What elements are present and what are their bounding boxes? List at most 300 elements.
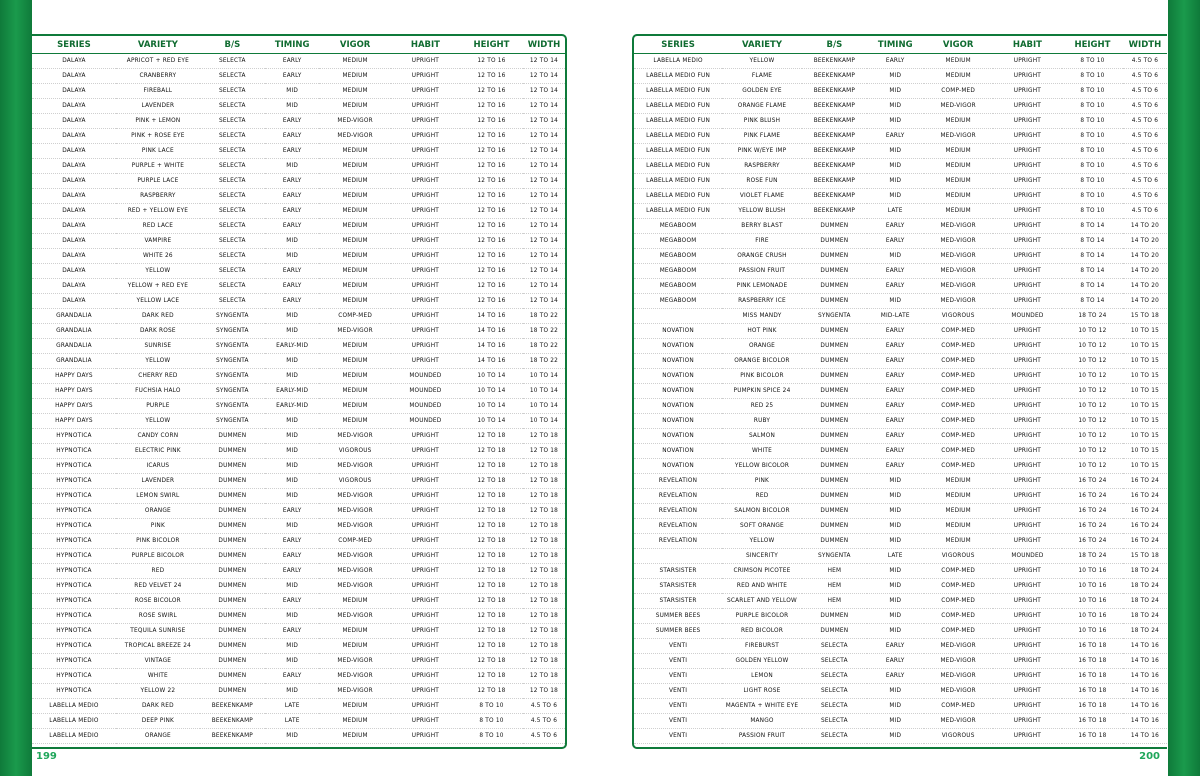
cell-timing: MID xyxy=(889,253,902,259)
cell-height: 16 TO 24 xyxy=(1078,538,1107,544)
cell-bs: BEEKENKAMP xyxy=(813,118,856,124)
cell-timing: EARLY xyxy=(282,538,302,544)
cell-bs: DUMMEN xyxy=(218,538,247,544)
cell-timing: MID-LATE xyxy=(880,313,910,319)
cell-width: 14 TO 16 xyxy=(1130,733,1160,739)
cell-height: 14 TO 16 xyxy=(477,313,506,319)
cell-timing: EARLY xyxy=(282,58,302,64)
cell-timing: EARLY xyxy=(885,643,905,649)
cell-vigor: MED-VIGOR xyxy=(337,613,373,619)
cell-series: LABELLA MEDIO FUN xyxy=(646,208,711,214)
cell-timing: EARLY xyxy=(282,628,302,634)
cell-habit: UPRIGHT xyxy=(1013,103,1042,109)
cell-timing: EARLY xyxy=(885,133,905,139)
cell-bs: SELECTA xyxy=(218,58,246,64)
cell-width: 4.5 TO 6 xyxy=(1131,103,1159,109)
cell-height: 12 TO 18 xyxy=(477,523,506,529)
table-row xyxy=(32,309,565,324)
cell-habit: UPRIGHT xyxy=(411,508,440,514)
cell-habit: MOUNDED xyxy=(1011,313,1044,319)
cell-variety: PUMPKIN SPICE 24 xyxy=(733,388,791,394)
cell-timing: MID xyxy=(889,88,902,94)
cell-series: HYPNOTICA xyxy=(56,463,92,469)
cell-habit: UPRIGHT xyxy=(411,73,440,79)
cell-bs: DUMMEN xyxy=(218,673,247,679)
table-row xyxy=(32,234,565,249)
cell-variety: ORANGE CRUSH xyxy=(737,253,787,259)
cell-series: HYPNOTICA xyxy=(56,658,92,664)
cell-bs: SELECTA xyxy=(218,148,246,154)
cell-bs: DUMMEN xyxy=(218,553,247,559)
cell-height: 10 TO 12 xyxy=(1078,448,1107,454)
cell-timing: EARLY xyxy=(282,208,302,214)
cell-bs: SELECTA xyxy=(821,643,848,649)
cell-timing: MID xyxy=(286,103,299,109)
cell-height: 12 TO 16 xyxy=(477,223,506,229)
cell-variety: SCARLET AND YELLOW xyxy=(727,598,797,604)
cell-width: 10 TO 15 xyxy=(1130,388,1160,394)
cell-width: 12 TO 14 xyxy=(529,73,559,79)
cell-height: 12 TO 18 xyxy=(477,568,506,574)
table-row xyxy=(32,159,565,174)
cell-variety: LEMON xyxy=(751,673,773,679)
cell-vigor: MEDIUM xyxy=(342,388,368,394)
cell-vigor: MED-VIGOR xyxy=(940,238,976,244)
header-height: HEIGHT xyxy=(1062,36,1123,54)
cell-timing: EARLY-MID xyxy=(276,403,309,409)
cell-vigor: MEDIUM xyxy=(945,478,971,484)
cell-habit: UPRIGHT xyxy=(1013,463,1042,469)
cell-vigor: MED-VIGOR xyxy=(940,268,976,274)
cell-habit: UPRIGHT xyxy=(1013,208,1042,214)
cell-timing: EARLY xyxy=(885,343,905,349)
table-row xyxy=(634,114,1167,129)
cell-vigor: MED-VIGOR xyxy=(940,283,976,289)
cell-habit: UPRIGHT xyxy=(411,118,440,124)
cell-timing: EARLY xyxy=(282,148,302,154)
cell-timing: EARLY xyxy=(885,283,905,289)
cell-habit: UPRIGHT xyxy=(411,598,440,604)
cell-timing: MID xyxy=(286,433,299,439)
cell-habit: UPRIGHT xyxy=(411,673,440,679)
cell-bs: DUMMEN xyxy=(820,448,849,454)
cell-width: 12 TO 18 xyxy=(529,448,559,454)
cell-height: 12 TO 16 xyxy=(477,148,506,154)
cell-series: SUMMER BEES xyxy=(655,613,701,619)
cell-variety: WHITE 26 xyxy=(142,253,173,259)
cell-habit: UPRIGHT xyxy=(411,733,440,739)
cell-variety: VAMPIRE xyxy=(144,238,172,244)
cell-height: 12 TO 16 xyxy=(477,103,506,109)
cell-height: 10 TO 12 xyxy=(1078,343,1107,349)
header-bs: B/S xyxy=(802,36,867,54)
cell-series: HYPNOTICA xyxy=(56,508,92,514)
cell-variety: RED + YELLOW EYE xyxy=(127,208,189,214)
cell-height: 12 TO 16 xyxy=(477,193,506,199)
cell-bs: SYNGENTA xyxy=(818,553,851,559)
cell-habit: MOUNDED xyxy=(409,373,442,379)
cell-vigor: MEDIUM xyxy=(945,193,971,199)
cell-height: 12 TO 16 xyxy=(477,208,506,214)
cell-habit: UPRIGHT xyxy=(411,538,440,544)
cell-bs: SELECTA xyxy=(218,178,246,184)
cell-bs: DUMMEN xyxy=(820,373,849,379)
cell-height: 12 TO 18 xyxy=(477,628,506,634)
cell-habit: UPRIGHT xyxy=(1013,163,1042,169)
cell-variety: GOLDEN EYE xyxy=(742,88,782,94)
cell-habit: UPRIGHT xyxy=(411,313,440,319)
cell-vigor: COMP-MED xyxy=(941,628,976,634)
cell-width: 15 TO 18 xyxy=(1130,553,1160,559)
cell-variety: DARK ROSE xyxy=(140,328,176,334)
table-row xyxy=(32,414,565,429)
cell-vigor: MEDIUM xyxy=(342,703,368,709)
cell-timing: LATE xyxy=(284,718,300,724)
cell-variety: CRIMSON PICOTEE xyxy=(733,568,791,574)
cell-vigor: MED-VIGOR xyxy=(337,328,373,334)
header-series: SERIES xyxy=(32,36,116,54)
cell-vigor: MEDIUM xyxy=(945,148,971,154)
cell-variety: PINK xyxy=(754,478,770,484)
cell-vigor: MEDIUM xyxy=(342,238,368,244)
cell-habit: UPRIGHT xyxy=(1013,628,1042,634)
cell-series: LABELLA MEDIO FUN xyxy=(646,193,711,199)
cell-vigor: MED-VIGOR xyxy=(940,298,976,304)
cell-width: 15 TO 18 xyxy=(1130,313,1160,319)
table-row xyxy=(634,714,1167,729)
cell-vigor: COMP-MED xyxy=(941,418,976,424)
cell-height: 16 TO 24 xyxy=(1078,493,1107,499)
cell-height: 18 TO 24 xyxy=(1078,553,1107,559)
cell-habit: UPRIGHT xyxy=(411,358,440,364)
cell-bs: SELECTA xyxy=(218,163,246,169)
cell-series: LABELLA MEDIO FUN xyxy=(646,88,711,94)
cell-width: 10 TO 14 xyxy=(529,403,559,409)
cell-vigor: MEDIUM xyxy=(342,208,368,214)
cell-width: 18 TO 24 xyxy=(1130,583,1160,589)
cell-timing: EARLY xyxy=(885,388,905,394)
cell-series: HYPNOTICA xyxy=(56,583,92,589)
cell-habit: UPRIGHT xyxy=(411,688,440,694)
cell-bs: SELECTA xyxy=(821,718,848,724)
cell-series: VENTI xyxy=(668,673,688,679)
table-row xyxy=(634,474,1167,489)
cell-variety: PINK + ROSE EYE xyxy=(131,133,185,139)
cell-variety: YELLOW xyxy=(145,358,171,364)
cell-vigor: COMP-MED xyxy=(941,568,976,574)
cell-habit: UPRIGHT xyxy=(1013,493,1042,499)
cell-vigor: MED-VIGOR xyxy=(940,103,976,109)
cell-variety: LEMON SWIRL xyxy=(136,493,180,499)
cell-bs: SELECTA xyxy=(218,88,246,94)
cell-timing: EARLY xyxy=(282,193,302,199)
cell-bs: SYNGENTA xyxy=(216,313,249,319)
cell-vigor: MEDIUM xyxy=(342,223,368,229)
table-row xyxy=(634,174,1167,189)
cell-vigor: MEDIUM xyxy=(945,523,971,529)
right-page xyxy=(632,34,1167,749)
cell-variety: PURPLE + WHITE xyxy=(131,163,185,169)
cell-variety: DARK RED xyxy=(142,313,174,319)
cell-habit: UPRIGHT xyxy=(411,493,440,499)
cell-bs: BEEKENKAMP xyxy=(813,133,856,139)
cell-series: LABELLA MEDIO FUN xyxy=(646,103,711,109)
cell-series: LABELLA MEDIO xyxy=(49,703,99,709)
cell-height: 12 TO 16 xyxy=(477,178,506,184)
cell-bs: BEEKENKAMP xyxy=(211,703,253,709)
cell-series: LABELLA MEDIO FUN xyxy=(646,148,711,154)
cell-series: HAPPY DAYS xyxy=(55,418,93,424)
cell-height: 8 TO 10 xyxy=(1080,163,1105,169)
cell-variety: HOT PINK xyxy=(747,328,777,334)
cell-variety: FIREBURST xyxy=(744,643,779,649)
cell-series: DALAYA xyxy=(62,283,86,289)
cell-habit: UPRIGHT xyxy=(1013,253,1042,259)
cell-height: 12 TO 16 xyxy=(477,118,506,124)
cell-width: 12 TO 18 xyxy=(529,583,559,589)
cell-width: 14 TO 20 xyxy=(1130,223,1160,229)
cell-habit: MOUNDED xyxy=(1011,553,1044,559)
cell-timing xyxy=(867,744,924,750)
cell-series: VENTI xyxy=(668,658,688,664)
cell-vigor: MEDIUM xyxy=(945,208,971,214)
cell-bs: HEM xyxy=(827,598,842,604)
table-row xyxy=(634,294,1167,309)
table-row xyxy=(32,264,565,279)
cell-habit: UPRIGHT xyxy=(1013,733,1042,739)
cell-height: 16 TO 18 xyxy=(1078,733,1107,739)
cell-bs: SELECTA xyxy=(218,103,246,109)
cell-series: HYPNOTICA xyxy=(56,643,92,649)
cell-width: 16 TO 24 xyxy=(1130,523,1160,529)
cell-series: DALAYA xyxy=(62,238,86,244)
cell-vigor: MED-VIGOR xyxy=(940,253,976,259)
cell-series: STARSISTER xyxy=(659,583,697,589)
cell-bs: BEEKENKAMP xyxy=(813,178,856,184)
cell-vigor: COMP-MED xyxy=(941,88,976,94)
table-row xyxy=(634,384,1167,399)
cell-width: 12 TO 18 xyxy=(529,598,559,604)
cell-height: 12 TO 18 xyxy=(477,613,506,619)
cell-bs: SYNGENTA xyxy=(818,313,851,319)
cell-bs: BEEKENKAMP xyxy=(813,88,856,94)
cell-vigor: VIGOROUS xyxy=(338,478,372,484)
cell-habit: UPRIGHT xyxy=(411,658,440,664)
cell-height: 10 TO 14 xyxy=(477,373,506,379)
cell-timing: EARLY xyxy=(885,358,905,364)
cell-timing: EARLY xyxy=(885,673,905,679)
cell-width: 12 TO 14 xyxy=(529,88,559,94)
header-vigor: VIGOR xyxy=(924,36,993,54)
cell-vigor: MEDIUM xyxy=(342,643,368,649)
cell-height: 12 TO 16 xyxy=(477,283,506,289)
cell-habit: UPRIGHT xyxy=(1013,508,1042,514)
cell-series: HYPNOTICA xyxy=(56,448,92,454)
cell-width: 16 TO 24 xyxy=(1130,478,1160,484)
cell-variety: PINK FLAME xyxy=(743,133,781,139)
cell-variety: FUCHSIA HALO xyxy=(135,388,181,394)
cell-variety: PINK BICOLOR xyxy=(740,373,784,379)
cell-bs: DUMMEN xyxy=(820,223,849,229)
cell-timing: MID xyxy=(889,628,902,634)
table-row xyxy=(634,699,1167,714)
cell-timing: MID xyxy=(889,613,902,619)
cell-timing: MID xyxy=(889,163,902,169)
cell-series: LABELLA MEDIO FUN xyxy=(646,178,711,184)
cell-bs: DUMMEN xyxy=(820,268,849,274)
cell-timing: MID xyxy=(889,718,902,724)
cell-bs: DUMMEN xyxy=(820,478,849,484)
cell-width: 14 TO 16 xyxy=(1130,643,1160,649)
cell-vigor: COMP-MED xyxy=(338,538,373,544)
cell-vigor: MED-VIGOR xyxy=(940,223,976,229)
cell-vigor: MED-VIGOR xyxy=(337,508,373,514)
cell-width: 14 TO 16 xyxy=(1130,718,1160,724)
cell-habit: UPRIGHT xyxy=(411,163,440,169)
cell-habit: UPRIGHT xyxy=(1013,388,1042,394)
cell-width: 10 TO 14 xyxy=(529,418,559,424)
cell-habit: MOUNDED xyxy=(409,388,442,394)
cell-width: 4.5 TO 6 xyxy=(1131,58,1159,64)
cell-bs: BEEKENKAMP xyxy=(813,193,856,199)
header-habit: HABIT xyxy=(391,36,460,54)
cell-timing: MID xyxy=(286,658,299,664)
table-row xyxy=(32,219,565,234)
cell-habit: UPRIGHT xyxy=(1013,688,1042,694)
cell-bs: DUMMEN xyxy=(218,523,247,529)
table-row xyxy=(634,639,1167,654)
cell-width: 10 TO 15 xyxy=(1130,328,1160,334)
cell-vigor: COMP-MED xyxy=(941,433,976,439)
table-row xyxy=(634,144,1167,159)
cell-bs: SELECTA xyxy=(218,283,246,289)
cell-timing: MID xyxy=(889,103,902,109)
cell-series xyxy=(32,744,116,750)
cell-height: 14 TO 16 xyxy=(477,358,506,364)
cell-height: 8 TO 10 xyxy=(1080,118,1105,124)
cell-timing: MID xyxy=(889,478,902,484)
cell-bs: DUMMEN xyxy=(218,433,247,439)
cell-habit: UPRIGHT xyxy=(1013,133,1042,139)
table-row xyxy=(634,369,1167,384)
table-header-row xyxy=(634,36,1167,54)
cell-vigor: MEDIUM xyxy=(342,193,368,199)
cell-timing: MID xyxy=(286,583,299,589)
cell-series: NOVATION xyxy=(662,433,694,439)
table-row xyxy=(32,639,565,654)
cell-height: 16 TO 18 xyxy=(1078,643,1107,649)
cell-timing: EARLY xyxy=(282,178,302,184)
cell-bs: DUMMEN xyxy=(820,523,849,529)
cell-habit: UPRIGHT xyxy=(1013,523,1042,529)
cell-series: VENTI xyxy=(668,643,688,649)
cell-bs: SELECTA xyxy=(821,658,848,664)
cell-width: 10 TO 15 xyxy=(1130,418,1160,424)
cell-bs: SYNGENTA xyxy=(216,343,249,349)
cell-height: 10 TO 12 xyxy=(1078,418,1107,424)
cell-timing: MID xyxy=(286,523,299,529)
cell-width: 4.5 TO 6 xyxy=(1131,193,1159,199)
table-row xyxy=(634,504,1167,519)
table-row xyxy=(32,519,565,534)
cell-height: 8 TO 10 xyxy=(1080,208,1105,214)
cell-width: 12 TO 14 xyxy=(529,268,559,274)
cell-height: 8 TO 10 xyxy=(1080,193,1105,199)
table-row xyxy=(32,669,565,684)
cell-height: 12 TO 18 xyxy=(477,538,506,544)
cell-width: 12 TO 14 xyxy=(529,193,559,199)
cell-habit: UPRIGHT xyxy=(1013,58,1042,64)
cell-width: 12 TO 14 xyxy=(529,208,559,214)
cell-height: 16 TO 18 xyxy=(1078,703,1107,709)
cell-vigor: MEDIUM xyxy=(342,373,368,379)
cell-width: 12 TO 18 xyxy=(529,508,559,514)
table-row xyxy=(32,534,565,549)
cell-bs: DUMMEN xyxy=(820,508,849,514)
cell-width: 12 TO 14 xyxy=(529,163,559,169)
cell-timing: EARLY xyxy=(885,268,905,274)
cell-width: 16 TO 24 xyxy=(1130,493,1160,499)
table-row xyxy=(634,234,1167,249)
cell-variety: RED 25 xyxy=(750,403,774,409)
cell-habit: UPRIGHT xyxy=(411,223,440,229)
cell-timing: MID xyxy=(286,253,299,259)
cell-series: HYPNOTICA xyxy=(56,688,92,694)
table-row xyxy=(32,114,565,129)
cell-habit: UPRIGHT xyxy=(411,343,440,349)
cell-habit: UPRIGHT xyxy=(1013,643,1042,649)
cell-height: 12 TO 16 xyxy=(477,133,506,139)
cell-series: STARSISTER xyxy=(659,598,697,604)
cell-series: VENTI xyxy=(668,733,688,739)
table-row xyxy=(634,534,1167,549)
cell-vigor: MEDIUM xyxy=(342,343,368,349)
cell-bs: BEEKENKAMP xyxy=(211,718,253,724)
table-row xyxy=(634,669,1167,684)
cell-height: 16 TO 24 xyxy=(1078,508,1107,514)
cell-height: 8 TO 10 xyxy=(1080,73,1105,79)
cell-bs: DUMMEN xyxy=(820,298,849,304)
cell-series: NOVATION xyxy=(662,343,694,349)
cell-habit: UPRIGHT xyxy=(1013,223,1042,229)
cell-height: 8 TO 10 xyxy=(1080,58,1105,64)
cell-series: MEGABOOM xyxy=(659,238,697,244)
table-row xyxy=(634,744,1167,750)
cell-habit: UPRIGHT xyxy=(1013,118,1042,124)
cell-timing: MID xyxy=(889,193,902,199)
cell-bs: SELECTA xyxy=(821,703,848,709)
cell-timing: EARLY xyxy=(282,508,302,514)
cell-variety: PURPLE xyxy=(146,403,170,409)
cell-series: NOVATION xyxy=(662,418,694,424)
cell-timing: EARLY xyxy=(282,673,302,679)
header-habit: HABIT xyxy=(993,36,1062,54)
cell-bs: SELECTA xyxy=(218,118,246,124)
cell-habit: UPRIGHT xyxy=(1013,433,1042,439)
cell-vigor xyxy=(924,744,993,750)
cell-variety: FIRE xyxy=(755,238,769,244)
cell-series: REVELATION xyxy=(658,478,698,484)
table-row xyxy=(32,729,565,744)
table-row xyxy=(32,174,565,189)
table-row xyxy=(32,324,565,339)
cell-vigor: MEDIUM xyxy=(342,733,368,739)
cell-timing: MID xyxy=(889,583,902,589)
cell-series: REVELATION xyxy=(658,493,698,499)
cell-height: 16 TO 18 xyxy=(1078,718,1107,724)
cell-bs: SELECTA xyxy=(218,223,246,229)
table-row xyxy=(634,339,1167,354)
